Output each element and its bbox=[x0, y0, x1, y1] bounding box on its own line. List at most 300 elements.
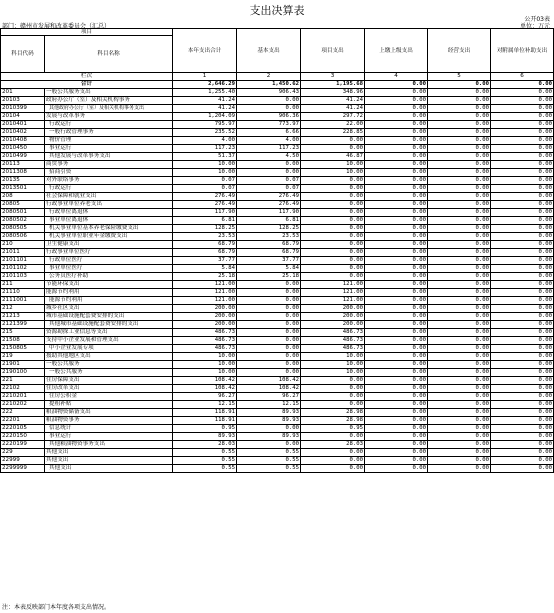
subject-name: 商贸事务 bbox=[45, 161, 173, 169]
amount-cell: 0.00 bbox=[237, 297, 301, 305]
table-row bbox=[1, 377, 554, 385]
business-header: 经营支出 bbox=[428, 29, 491, 73]
amount-cell: 68.79 bbox=[173, 241, 237, 249]
amount-cell: 0.00 bbox=[428, 153, 491, 161]
amount-cell: 96.27 bbox=[237, 393, 301, 401]
subject-code: 211 bbox=[1, 281, 45, 289]
amount-cell: 28.03 bbox=[301, 441, 365, 449]
subject-code: 2013501 bbox=[1, 185, 45, 193]
table-row bbox=[1, 401, 554, 409]
amount-cell: 0.00 bbox=[365, 265, 428, 273]
subject-code: 21901 bbox=[1, 361, 45, 369]
amount-cell: 0.00 bbox=[428, 89, 491, 97]
amount-cell: 41.24 bbox=[173, 97, 237, 105]
subject-name: 一般公共服务 bbox=[45, 361, 173, 369]
amount-cell: 0.00 bbox=[365, 161, 428, 169]
amount-cell: 0.00 bbox=[365, 321, 428, 329]
subject-name: 一般公共服务 bbox=[45, 369, 173, 377]
amount-cell: 0.55 bbox=[237, 457, 301, 465]
total-cell: 1,450.62 bbox=[237, 81, 301, 89]
amount-cell: 0.00 bbox=[365, 249, 428, 257]
amount-cell: 0.00 bbox=[301, 145, 365, 153]
subject-name: 行政单位医疗 bbox=[45, 257, 173, 265]
table-row bbox=[1, 145, 554, 153]
amount-cell: 0.00 bbox=[428, 137, 491, 145]
amount-cell: 41.24 bbox=[301, 105, 365, 113]
subject-code: 219 bbox=[1, 353, 45, 361]
amount-cell: 0.00 bbox=[237, 161, 301, 169]
amount-cell: 0.00 bbox=[365, 241, 428, 249]
amount-cell: 0.00 bbox=[428, 297, 491, 305]
subject-name: 对外联络事务 bbox=[45, 177, 173, 185]
subject-code: 2121399 bbox=[1, 321, 45, 329]
subject-code: 2101103 bbox=[1, 273, 45, 281]
table-row bbox=[1, 249, 554, 257]
subject-code: 2010402 bbox=[1, 129, 45, 137]
amount-cell: 0.00 bbox=[301, 385, 365, 393]
amount-cell: 0.00 bbox=[301, 273, 365, 281]
table-row bbox=[1, 97, 554, 105]
amount-cell: 0.00 bbox=[365, 177, 428, 185]
subject-name: 发展与改革事务 bbox=[45, 113, 173, 121]
amount-cell: 0.00 bbox=[491, 105, 554, 113]
form-number: 公开03表 bbox=[524, 16, 550, 23]
subject-code: 210 bbox=[1, 241, 45, 249]
amount-cell: 0.00 bbox=[237, 329, 301, 337]
subject-name: 其他支出 bbox=[45, 457, 173, 465]
amount-cell: 0.00 bbox=[491, 377, 554, 385]
subsidy-header: 对附属单位补助支出 bbox=[491, 29, 554, 73]
amount-cell: 200.00 bbox=[301, 321, 365, 329]
amount-cell: 276.49 bbox=[173, 193, 237, 201]
amount-cell: 0.00 bbox=[365, 169, 428, 177]
amount-cell: 10.00 bbox=[173, 161, 237, 169]
amount-cell: 0.00 bbox=[365, 297, 428, 305]
amount-cell: 0.00 bbox=[365, 337, 428, 345]
amount-cell: 0.00 bbox=[365, 209, 428, 217]
amount-cell: 0.00 bbox=[365, 369, 428, 377]
item-group-header: 项目 bbox=[1, 29, 173, 36]
subject-name: 提租补贴 bbox=[45, 401, 173, 409]
amount-cell: 5.84 bbox=[173, 265, 237, 273]
amount-cell: 0.00 bbox=[237, 169, 301, 177]
amount-cell: 121.00 bbox=[301, 297, 365, 305]
total-label: 合计 bbox=[1, 81, 173, 89]
amount-cell: 0.00 bbox=[491, 329, 554, 337]
amount-cell: 200.00 bbox=[301, 313, 365, 321]
subject-code: 2220150 bbox=[1, 433, 45, 441]
amount-cell: 0.00 bbox=[428, 265, 491, 273]
amount-cell: 0.55 bbox=[173, 457, 237, 465]
amount-cell: 0.00 bbox=[428, 121, 491, 129]
subject-code: 22201 bbox=[1, 417, 45, 425]
amount-cell: 0.00 bbox=[428, 385, 491, 393]
amount-cell: 10.00 bbox=[301, 169, 365, 177]
amount-cell: 906.43 bbox=[237, 89, 301, 97]
amount-cell: 0.00 bbox=[365, 225, 428, 233]
index-cell: 5 bbox=[428, 73, 491, 81]
subject-name: 粮油物资事务 bbox=[45, 417, 173, 425]
amount-cell: 0.00 bbox=[365, 89, 428, 97]
subject-code: 21213 bbox=[1, 313, 45, 321]
amount-cell: 0.00 bbox=[491, 345, 554, 353]
amount-cell: 0.00 bbox=[428, 369, 491, 377]
amount-cell: 348.96 bbox=[301, 89, 365, 97]
amount-cell: 5.84 bbox=[237, 265, 301, 273]
subject-name: 行政事业单位医疗 bbox=[45, 249, 173, 257]
amount-cell: 0.00 bbox=[428, 169, 491, 177]
amount-cell: 0.00 bbox=[491, 425, 554, 433]
code-header: 科目代码 bbox=[1, 36, 45, 73]
amount-cell: 0.00 bbox=[365, 289, 428, 297]
subject-name: 支持中小企业发展和管理支出 bbox=[45, 337, 173, 345]
subject-name: 事业单位医疗 bbox=[45, 265, 173, 273]
table-row bbox=[1, 161, 554, 169]
amount-cell: 0.00 bbox=[301, 449, 365, 457]
table-row bbox=[1, 321, 554, 329]
table-row bbox=[1, 353, 554, 361]
amount-cell: 0.00 bbox=[237, 97, 301, 105]
subject-code: 2080506 bbox=[1, 233, 45, 241]
amount-cell: 200.00 bbox=[173, 321, 237, 329]
amount-cell: 0.00 bbox=[491, 441, 554, 449]
amount-cell: 0.00 bbox=[428, 281, 491, 289]
amount-cell: 23.53 bbox=[173, 233, 237, 241]
amount-cell: 0.00 bbox=[491, 113, 554, 121]
amount-cell: 0.07 bbox=[173, 177, 237, 185]
amount-cell: 0.00 bbox=[428, 177, 491, 185]
table-row bbox=[1, 169, 554, 177]
amount-cell: 0.00 bbox=[365, 345, 428, 353]
subject-code: 22999 bbox=[1, 457, 45, 465]
amount-cell: 0.00 bbox=[491, 193, 554, 201]
amount-cell: 25.18 bbox=[237, 273, 301, 281]
subject-code: 2010401 bbox=[1, 121, 45, 129]
table-row bbox=[1, 217, 554, 225]
amount-cell: 0.00 bbox=[237, 369, 301, 377]
table-row bbox=[1, 137, 554, 145]
total-cell: 0.00 bbox=[428, 81, 491, 89]
table-row bbox=[1, 193, 554, 201]
amount-cell: 0.00 bbox=[491, 449, 554, 457]
amount-cell: 0.00 bbox=[365, 305, 428, 313]
amount-cell: 0.00 bbox=[491, 305, 554, 313]
amount-cell: 486.73 bbox=[301, 329, 365, 337]
amount-cell: 118.91 bbox=[173, 409, 237, 417]
amount-cell: 28.98 bbox=[301, 409, 365, 417]
amount-cell: 0.00 bbox=[301, 177, 365, 185]
amount-cell: 0.00 bbox=[428, 337, 491, 345]
amount-cell: 0.00 bbox=[428, 289, 491, 297]
amount-cell: 0.55 bbox=[237, 449, 301, 457]
amount-cell: 0.00 bbox=[301, 225, 365, 233]
amount-cell: 0.00 bbox=[491, 409, 554, 417]
subject-name: 社会保障和就业支出 bbox=[45, 193, 173, 201]
amount-cell: 0.00 bbox=[301, 241, 365, 249]
amount-cell: 0.00 bbox=[428, 241, 491, 249]
table-row bbox=[1, 113, 554, 121]
subject-name: 行政单位离退休 bbox=[45, 209, 173, 217]
total-cell: 0.00 bbox=[365, 81, 428, 89]
subject-code: 2080505 bbox=[1, 225, 45, 233]
amount-cell: 0.00 bbox=[237, 353, 301, 361]
subject-name: 公务员医疗补助 bbox=[45, 273, 173, 281]
table-row bbox=[1, 361, 554, 369]
amount-cell: 0.00 bbox=[491, 385, 554, 393]
amount-cell: 0.00 bbox=[365, 353, 428, 361]
amount-cell: 10.00 bbox=[301, 361, 365, 369]
subject-code: 21110 bbox=[1, 289, 45, 297]
table-row bbox=[1, 233, 554, 241]
amount-cell: 128.25 bbox=[173, 225, 237, 233]
table-row bbox=[1, 105, 554, 113]
amount-cell: 0.00 bbox=[365, 425, 428, 433]
amount-cell: 276.49 bbox=[173, 201, 237, 209]
subject-code: 21011 bbox=[1, 249, 45, 257]
table-row bbox=[1, 225, 554, 233]
amount-cell: 0.07 bbox=[173, 185, 237, 193]
amount-cell: 0.00 bbox=[365, 393, 428, 401]
subject-name: 援助其他地区支出 bbox=[45, 353, 173, 361]
amount-cell: 68.79 bbox=[237, 249, 301, 257]
table-row bbox=[1, 89, 554, 97]
amount-cell: 0.00 bbox=[428, 401, 491, 409]
table-row bbox=[1, 185, 554, 193]
amount-cell: 117.90 bbox=[173, 209, 237, 217]
amount-cell: 0.00 bbox=[365, 217, 428, 225]
subject-code: 2011308 bbox=[1, 169, 45, 177]
amount-cell: 0.00 bbox=[365, 417, 428, 425]
amount-cell: 0.00 bbox=[365, 257, 428, 265]
amount-cell: 37.77 bbox=[173, 257, 237, 265]
subject-code: 20135 bbox=[1, 177, 45, 185]
amount-cell: 0.00 bbox=[365, 449, 428, 457]
amount-cell: 108.42 bbox=[173, 377, 237, 385]
amount-cell: 117.90 bbox=[237, 209, 301, 217]
department-label: 部门： bbox=[2, 23, 21, 30]
amount-cell: 0.00 bbox=[428, 273, 491, 281]
table-row bbox=[1, 273, 554, 281]
amount-cell: 795.97 bbox=[173, 121, 237, 129]
table-row bbox=[1, 201, 554, 209]
amount-cell: 0.00 bbox=[428, 465, 491, 473]
amount-cell: 228.85 bbox=[301, 129, 365, 137]
amount-cell: 0.00 bbox=[491, 185, 554, 193]
amount-cell: 0.00 bbox=[491, 289, 554, 297]
amount-cell: 0.00 bbox=[491, 257, 554, 265]
amount-cell: 0.00 bbox=[301, 233, 365, 241]
index-cell: 4 bbox=[365, 73, 428, 81]
amount-cell: 117.23 bbox=[173, 145, 237, 153]
amount-cell: 68.79 bbox=[173, 249, 237, 257]
table-row bbox=[1, 433, 554, 441]
subject-name: 能源节约利用 bbox=[45, 297, 173, 305]
amount-cell: 0.00 bbox=[237, 305, 301, 313]
department-name: 赣州市发展和改革委员会（汇总） bbox=[20, 23, 111, 30]
amount-cell: 0.00 bbox=[491, 129, 554, 137]
subject-name: 其他发展与改革事务支出 bbox=[45, 153, 173, 161]
subject-name: 行政运行 bbox=[45, 185, 173, 193]
amount-cell: 0.00 bbox=[237, 337, 301, 345]
table-row bbox=[1, 441, 554, 449]
amount-cell: 0.00 bbox=[301, 209, 365, 217]
amount-cell: 200.00 bbox=[301, 305, 365, 313]
amount-cell: 0.00 bbox=[491, 281, 554, 289]
amount-cell: 486.73 bbox=[301, 345, 365, 353]
index-cell: 6 bbox=[491, 73, 554, 81]
amount-cell: 12.15 bbox=[237, 401, 301, 409]
subject-code: 2010499 bbox=[1, 153, 45, 161]
amount-cell: 0.00 bbox=[365, 433, 428, 441]
index-label: 栏次 bbox=[1, 73, 173, 81]
amount-cell: 4.00 bbox=[237, 137, 301, 145]
amount-cell: 0.00 bbox=[237, 313, 301, 321]
amount-cell: 0.00 bbox=[301, 401, 365, 409]
subject-name: 卫生健康支出 bbox=[45, 241, 173, 249]
amount-cell: 0.00 bbox=[491, 457, 554, 465]
amount-cell: 0.00 bbox=[428, 233, 491, 241]
unit-label: 单位：万元 bbox=[519, 23, 550, 30]
amount-cell: 486.73 bbox=[173, 345, 237, 353]
upper-header: 上缴上级支出 bbox=[365, 29, 428, 73]
subject-name: 事业单位离退休 bbox=[45, 217, 173, 225]
amount-cell: 486.73 bbox=[173, 329, 237, 337]
amount-cell: 0.00 bbox=[491, 89, 554, 97]
amount-cell: 23.53 bbox=[237, 233, 301, 241]
amount-cell: 0.00 bbox=[428, 377, 491, 385]
amount-cell: 0.00 bbox=[301, 217, 365, 225]
amount-cell: 89.93 bbox=[237, 409, 301, 417]
amount-cell: 0.00 bbox=[428, 217, 491, 225]
table-row bbox=[1, 265, 554, 273]
amount-cell: 0.00 bbox=[365, 361, 428, 369]
amount-cell: 0.00 bbox=[428, 161, 491, 169]
table-row bbox=[1, 257, 554, 265]
amount-cell: 0.00 bbox=[491, 249, 554, 257]
amount-cell: 108.42 bbox=[237, 385, 301, 393]
amount-cell: 0.00 bbox=[365, 441, 428, 449]
table-row bbox=[1, 209, 554, 217]
amount-cell: 0.00 bbox=[237, 441, 301, 449]
amount-cell: 0.00 bbox=[428, 361, 491, 369]
amount-cell: 0.00 bbox=[491, 337, 554, 345]
amount-cell: 121.00 bbox=[173, 289, 237, 297]
amount-cell: 89.93 bbox=[173, 433, 237, 441]
subject-code: 2010450 bbox=[1, 145, 45, 153]
amount-cell: 0.00 bbox=[301, 257, 365, 265]
amount-cell: 0.00 bbox=[428, 417, 491, 425]
amount-cell: 0.00 bbox=[237, 361, 301, 369]
amount-cell: 28.03 bbox=[173, 441, 237, 449]
amount-cell: 297.72 bbox=[301, 113, 365, 121]
table-row bbox=[1, 345, 554, 353]
table-row bbox=[1, 337, 554, 345]
amount-cell: 0.00 bbox=[491, 137, 554, 145]
amount-cell: 0.00 bbox=[491, 217, 554, 225]
index-cell: 2 bbox=[237, 73, 301, 81]
amount-cell: 0.00 bbox=[365, 113, 428, 121]
subject-name: 其他粮油物资事务支出 bbox=[45, 441, 173, 449]
table-row bbox=[1, 281, 554, 289]
amount-cell: 0.00 bbox=[301, 393, 365, 401]
subject-name: 一般行政管理事务 bbox=[45, 129, 173, 137]
subject-name: 住房改革支出 bbox=[45, 385, 173, 393]
amount-cell: 128.25 bbox=[237, 225, 301, 233]
subject-name: 事业运行 bbox=[45, 433, 173, 441]
amount-cell: 0.00 bbox=[365, 201, 428, 209]
expenditure-table bbox=[0, 28, 554, 473]
amount-cell: 0.00 bbox=[365, 145, 428, 153]
amount-cell: 0.00 bbox=[301, 201, 365, 209]
subject-name: 其他支出 bbox=[45, 465, 173, 473]
table-row bbox=[1, 457, 554, 465]
subject-code: 2210202 bbox=[1, 401, 45, 409]
table-row bbox=[1, 305, 554, 313]
amount-cell: 46.87 bbox=[301, 153, 365, 161]
amount-cell: 4.00 bbox=[173, 137, 237, 145]
amount-cell: 0.00 bbox=[428, 113, 491, 121]
index-cell: 1 bbox=[173, 73, 237, 81]
amount-cell: 10.00 bbox=[173, 353, 237, 361]
amount-cell: 0.00 bbox=[491, 313, 554, 321]
amount-cell: 22.00 bbox=[301, 121, 365, 129]
subject-code: 2190100 bbox=[1, 369, 45, 377]
amount-cell: 10.00 bbox=[301, 353, 365, 361]
subject-code: 2220105 bbox=[1, 425, 45, 433]
amount-cell: 0.00 bbox=[491, 297, 554, 305]
subject-name: 粮油物资储备支出 bbox=[45, 409, 173, 417]
amount-cell: 0.00 bbox=[491, 209, 554, 217]
index-row bbox=[1, 73, 554, 81]
amount-cell: 0.55 bbox=[237, 465, 301, 473]
name-header: 科目名称 bbox=[45, 36, 173, 73]
amount-cell: 6.81 bbox=[237, 217, 301, 225]
amount-cell: 235.52 bbox=[173, 129, 237, 137]
amount-cell: 0.00 bbox=[237, 105, 301, 113]
amount-cell: 0.00 bbox=[491, 121, 554, 129]
amount-cell: 0.00 bbox=[428, 345, 491, 353]
subject-code: 2150805 bbox=[1, 345, 45, 353]
subject-code: 20113 bbox=[1, 161, 45, 169]
amount-cell: 0.00 bbox=[365, 385, 428, 393]
amount-cell: 0.00 bbox=[428, 321, 491, 329]
amount-cell: 6.66 bbox=[237, 129, 301, 137]
subject-name: 事业运行 bbox=[45, 145, 173, 153]
amount-cell: 0.00 bbox=[301, 465, 365, 473]
amount-cell: 0.00 bbox=[428, 433, 491, 441]
subject-name: 其他城市基础设施配套费安排的支出 bbox=[45, 321, 173, 329]
amount-cell: 486.73 bbox=[301, 337, 365, 345]
subject-code: 2010408 bbox=[1, 137, 45, 145]
amount-cell: 0.00 bbox=[237, 321, 301, 329]
amount-cell: 0.00 bbox=[491, 369, 554, 377]
amount-cell: 0.00 bbox=[491, 145, 554, 153]
amount-cell: 0.00 bbox=[491, 401, 554, 409]
subject-code: 2080502 bbox=[1, 217, 45, 225]
amount-cell: 0.00 bbox=[428, 393, 491, 401]
amount-cell: 0.00 bbox=[365, 457, 428, 465]
subject-code: 20805 bbox=[1, 201, 45, 209]
amount-cell: 0.07 bbox=[237, 177, 301, 185]
amount-cell: 0.00 bbox=[237, 281, 301, 289]
amount-cell: 0.00 bbox=[428, 185, 491, 193]
amount-cell: 0.00 bbox=[428, 457, 491, 465]
amount-cell: 108.42 bbox=[237, 377, 301, 385]
table-row bbox=[1, 329, 554, 337]
table-row bbox=[1, 393, 554, 401]
amount-cell: 0.00 bbox=[365, 281, 428, 289]
amount-cell: 200.00 bbox=[173, 305, 237, 313]
